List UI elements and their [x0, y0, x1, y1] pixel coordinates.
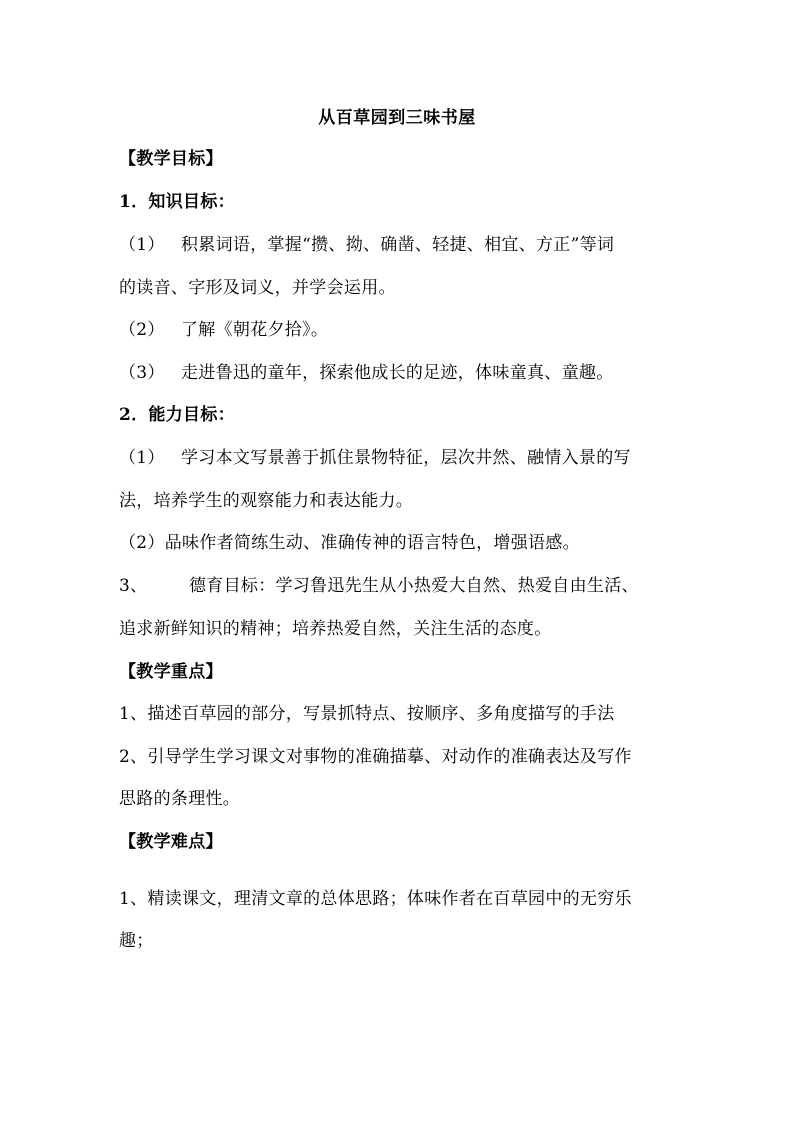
moral-goal	[119, 574, 679, 598]
knowledge-item-2	[119, 318, 679, 342]
difficulties-heading: 【教学难点】	[119, 832, 223, 852]
ability-item-1-text: 学习本文写景善于抓住景物特征，层次井然、融情入景的写	[181, 448, 631, 468]
moral-goal-number: 3、	[119, 576, 148, 596]
ability-item-1-continued: 法，培养学生的观察能力和表达能力。	[119, 491, 414, 511]
key-points-heading: 【教学重点】	[119, 662, 223, 682]
knowledge-item-3-text: 走进鲁迅的童年，探索他成长的足迹，体味童真、童趣。	[181, 363, 614, 383]
goals-heading: 【教学目标】	[119, 149, 223, 169]
ability-item-1	[119, 446, 679, 470]
key-point-2: 2、引导学生学习课文对事物的准确描摹、对动作的准确表达及写作	[119, 747, 632, 767]
knowledge-item-1-number: （1）	[119, 235, 165, 255]
knowledge-item-1	[119, 233, 679, 257]
knowledge-item-3-number: （3）	[119, 363, 165, 383]
ability-heading: 2．能力目标：	[119, 405, 235, 425]
moral-goal-text: 德育目标：学习鲁迅先生从小热爱大自然、热爱自由生活、	[189, 576, 639, 596]
knowledge-item-3	[119, 361, 679, 385]
moral-goal-continued: 追求新鲜知识的精神；培养热爱自然，关注生活的态度。	[119, 619, 552, 639]
knowledge-item-2-number: （2）	[119, 320, 165, 340]
ability-item-1-number: （1）	[119, 448, 165, 468]
key-point-1: 1、描述百草园的部分，写景抓特点、按顺序、多角度描写的手法	[119, 704, 615, 724]
difficulty-1-continued: 趣；	[119, 931, 154, 951]
ability-item-2: （2）品味作者简练生动、准确传神的语言特色，增强语感。	[119, 533, 580, 553]
knowledge-heading: 1．知识目标：	[119, 192, 235, 212]
knowledge-item-1-text: 积累词语，掌握“攒、拗、确凿、轻捷、相宜、方正”等词	[181, 235, 615, 255]
key-point-2-continued: 思路的条理性。	[119, 789, 241, 809]
knowledge-item-1-continued: 的读音、字形及词义，并学会运用。	[119, 278, 396, 298]
document-title: 从百草园到三味书屋	[318, 108, 476, 128]
difficulty-1: 1、精读课文，理清文章的总体思路；体味作者在百草园中的无穷乐	[119, 889, 632, 909]
knowledge-item-2-text: 了解《朝花夕拾》。	[181, 320, 329, 340]
